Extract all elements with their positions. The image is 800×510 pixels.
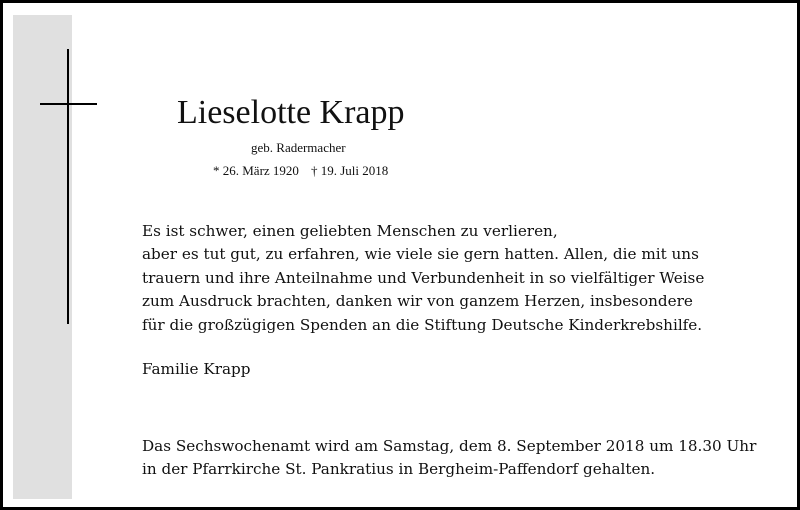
message-text: [142, 220, 704, 337]
death-date: † 19. Juli 2018: [310, 163, 389, 178]
mass-announcement: [142, 435, 756, 482]
maiden-name: geb. Radermacher: [251, 140, 346, 155]
life-dates: [213, 163, 388, 179]
message-line: Es ist schwer, einen geliebten Menschen zu verlieren,: [142, 222, 558, 240]
deceased-name: Lieselotte Krapp: [177, 94, 405, 131]
mass-line: in der Pfarrkirche St. Pankratius in Bergheim-Paffendorf gehalten.: [142, 460, 656, 479]
message-line: aber es tut gut, zu erfahren, wie viele sie gern hatten. Allen, die mit uns: [142, 245, 699, 264]
cross-vertical-bar: [67, 49, 69, 324]
side-band: [13, 15, 72, 499]
cross-horizontal-bar: [40, 103, 97, 105]
mass-line: Das Sechswochenamt wird am Samstag, dem 8. September 2018 um 18.30 Uhr: [142, 437, 757, 455]
message-line: trauern und ihre Anteilnahme und Verbundenheit in so vielfältiger Weise: [142, 268, 705, 287]
birth-date: * 26. März 1920: [213, 163, 299, 178]
message-line: zum Ausdruck brachten, danken wir von ganzem Herzen, insbesondere: [142, 292, 693, 311]
message-line: für die großzügigen Spenden an die Stiftung Deutsche Kinderkrebshilfe.: [142, 315, 703, 334]
signature: Familie Krapp: [142, 360, 251, 378]
